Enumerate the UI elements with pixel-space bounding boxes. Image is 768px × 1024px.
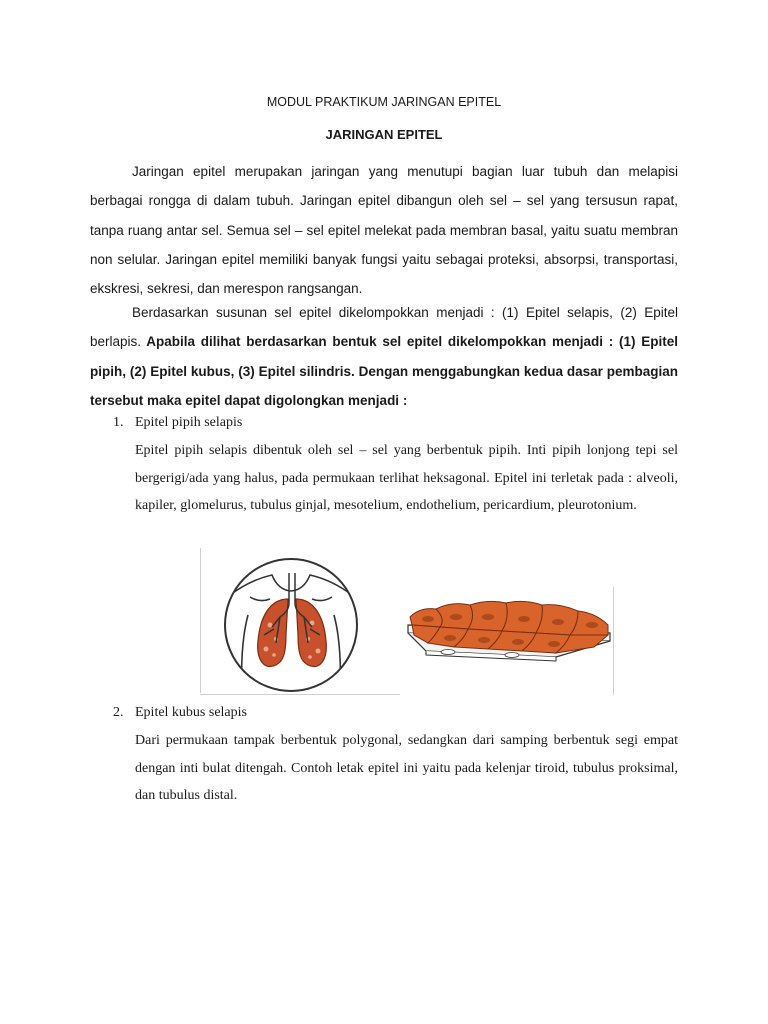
figure-divider [200, 548, 201, 693]
classification-text-part-1: Berdasarkan susunan sel epitel dikelompokkan menjadi : (1) Epitel selapis, (2) Epitel berlapis. [90, 305, 678, 350]
list-item-title: Epitel pipih selapis [135, 415, 243, 430]
module-title: MODUL PRAKTIKUM JARINGAN EPITEL [266, 95, 502, 109]
list-item-body: Epitel pipih selapis dibentuk oleh sel – sel yang berbentuk pipih. Inti pipih lonjong tepi sel bergerigi/ada yang halus, pada permukaan terlihat heksagonal. Epitel ini terletak pada : alveoli, kapiler, glomelurus, tubulus ginjal, mesotelium, endothelium, pericardium, pleurotonium. [135, 443, 678, 513]
classification-text-part-2: Apabila dilihat berdasarkan bentuk sel epitel dikelompokkan menjadi : (1) Epitel pipih, (2) Epitel kubus, (3) Epitel silindris. Dengan menggabungkan kedua dasar pembagian tersebut maka epitel dapat digolongkan menjadi : [90, 334, 678, 408]
figure-border-right [613, 587, 614, 695]
list-item-number: 2. [113, 705, 124, 720]
classification-paragraph [90, 298, 678, 415]
list-item-title: Epitel kubus selapis [135, 705, 247, 720]
lungs-in-torso-icon [220, 555, 362, 693]
squamous-epithelium-icon [406, 595, 612, 665]
section-title: JARINGAN EPITEL [325, 127, 443, 142]
intro-paragraph: Jaringan epitel merupakan jaringan yang menutupi bagian luar tubuh dan melapisi berbagai rongga di dalam tubuh. Jaringan epitel dibangun oleh sel – sel yang tersusun rapat, tanpa ruang antar sel. Semua sel – sel epitel melekat pada membran basal, yaitu suatu membran non selular. Jaringan epitel memiliki banyak fungsi yaitu sebagai proteksi, absorpsi, transportasi, ekskresi, sekresi, dan merespon rangsangan. [90, 164, 678, 297]
list-item-heading [113, 703, 247, 723]
list-item-number: 1. [113, 415, 124, 430]
figure-border-bottom [200, 694, 400, 695]
list-item-heading [113, 413, 242, 433]
figure-epitel-pipih [200, 547, 614, 695]
list-item-body: Dari permukaan tampak berbentuk polygonal, sedangkan dari samping berbentuk segi empat dengan inti bulat ditengah. Contoh letak epitel ini yaitu pada kelenjar tiroid, tubulus proksimal, dan tubulus distal. [135, 733, 678, 803]
